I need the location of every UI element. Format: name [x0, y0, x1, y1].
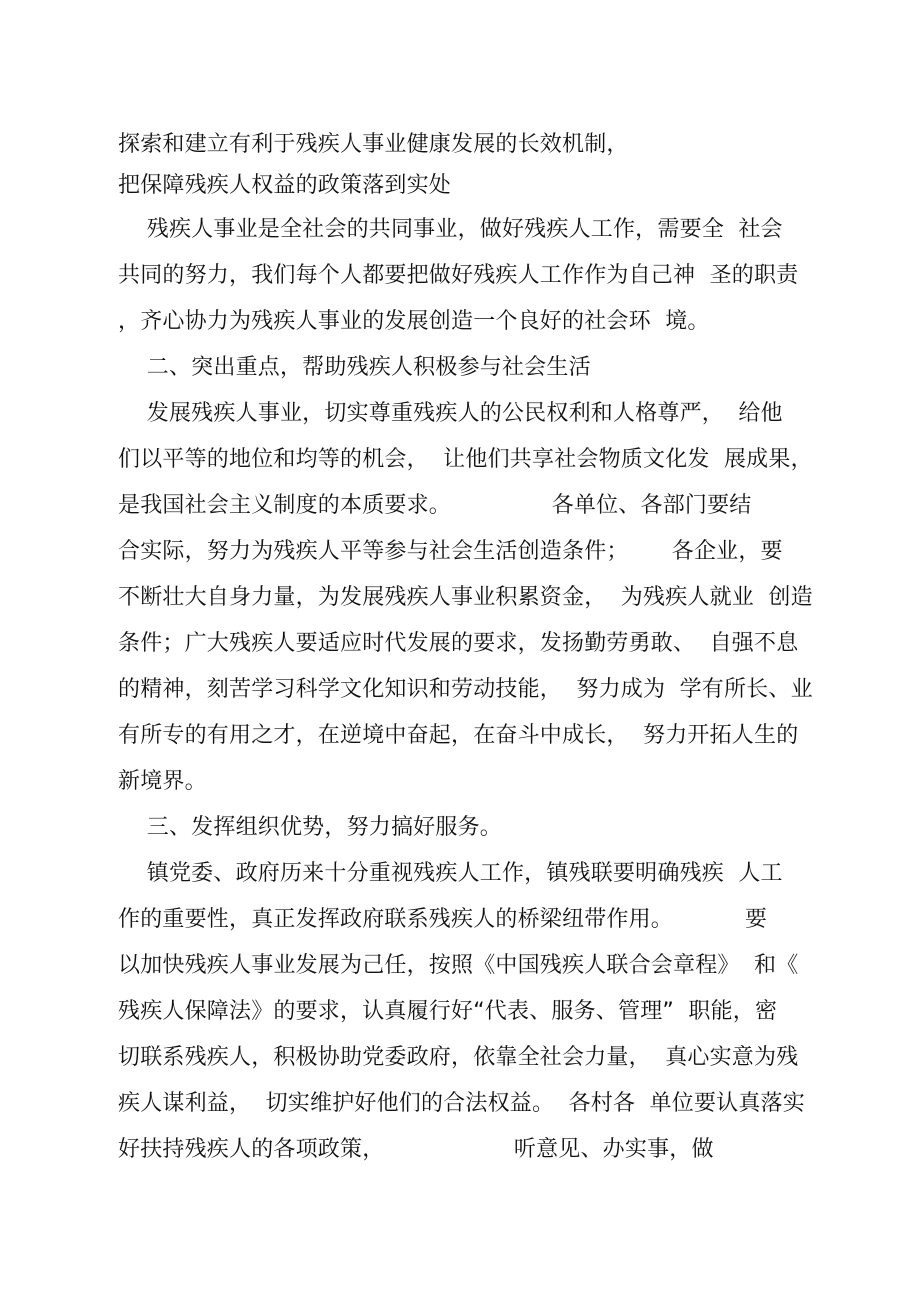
text-line: 残疾人保障法》的要求，认真履行好“代表、服务、管理” 职能，密 [118, 999, 778, 1024]
text-line: 作的重要性，真正发挥政府联系残疾人的桥梁纽带作用。 要 [118, 907, 768, 932]
text-line: 共同的努力，我们每个人都要把做好残疾人工作作为自己神 圣的职责 [118, 263, 799, 288]
text-line: 条件；广大残疾人要适应时代发展的要求，发扬勤劳勇敢、 自强不息 [118, 631, 799, 656]
text-line: 不断壮大自身力量，为发展残疾人事业积累资金， 为残疾人就业 创造 [118, 585, 813, 610]
text-line: 把保障残疾人权益的政策落到实处 [118, 173, 452, 198]
text-line: 好扶持残疾人的各项政策， 听意见、办实事，做 [118, 1137, 714, 1162]
text-line: 疾人谋利益， 切实维护好他们的合法权益。 各村各 单位要认真落实 [118, 1091, 805, 1116]
text-line: 新境界。 [118, 769, 207, 794]
text-line: 的精神，刻苦学习科学文化知识和劳动技能， 努力成为 学有所长、业 [118, 677, 813, 702]
section-heading: 二、突出重点，帮助残疾人积极参与社会生活 [118, 355, 591, 380]
text-line: 以加快残疾人事业发展为己任，按照《中国残疾人联合会章程》 和《 [118, 953, 799, 978]
text-line: 们以平等的地位和均等的机会， 让他们共享社会物质文化发 展成果， [118, 447, 813, 472]
text-line: ，齐心协力为残疾人事业的发展创造一个良好的社会环 境。 [118, 309, 710, 334]
text-line: 合实际，努力为残疾人平等参与社会生活创造条件； 各企业，要 [118, 539, 783, 564]
text-line: 是我国社会主义制度的本质要求。 各单位、各部门要结 [118, 493, 752, 518]
text-line: 残疾人事业是全社会的共同事业，做好残疾人工作，需要全 社会 [118, 217, 783, 242]
text-line: 有所专的有用之才，在逆境中奋起，在奋斗中成长， 努力开拓人生的 [118, 723, 799, 748]
section-heading: 三、发挥组织优势，努力搞好服务。 [118, 815, 502, 840]
text-line: 镇党委、政府历来十分重视残疾人工作，镇残联要明确残疾 人工 [118, 861, 783, 886]
text-line: 发展残疾人事业，切实尊重残疾人的公民权利和人格尊严， 给他 [118, 401, 783, 426]
text-line: 切联系残疾人，积极协助党委政府，依靠全社会力量， 真心实意为残 [118, 1045, 799, 1070]
text-line: 探索和建立有利于残疾人事业健康发展的长效机制， [118, 132, 629, 157]
